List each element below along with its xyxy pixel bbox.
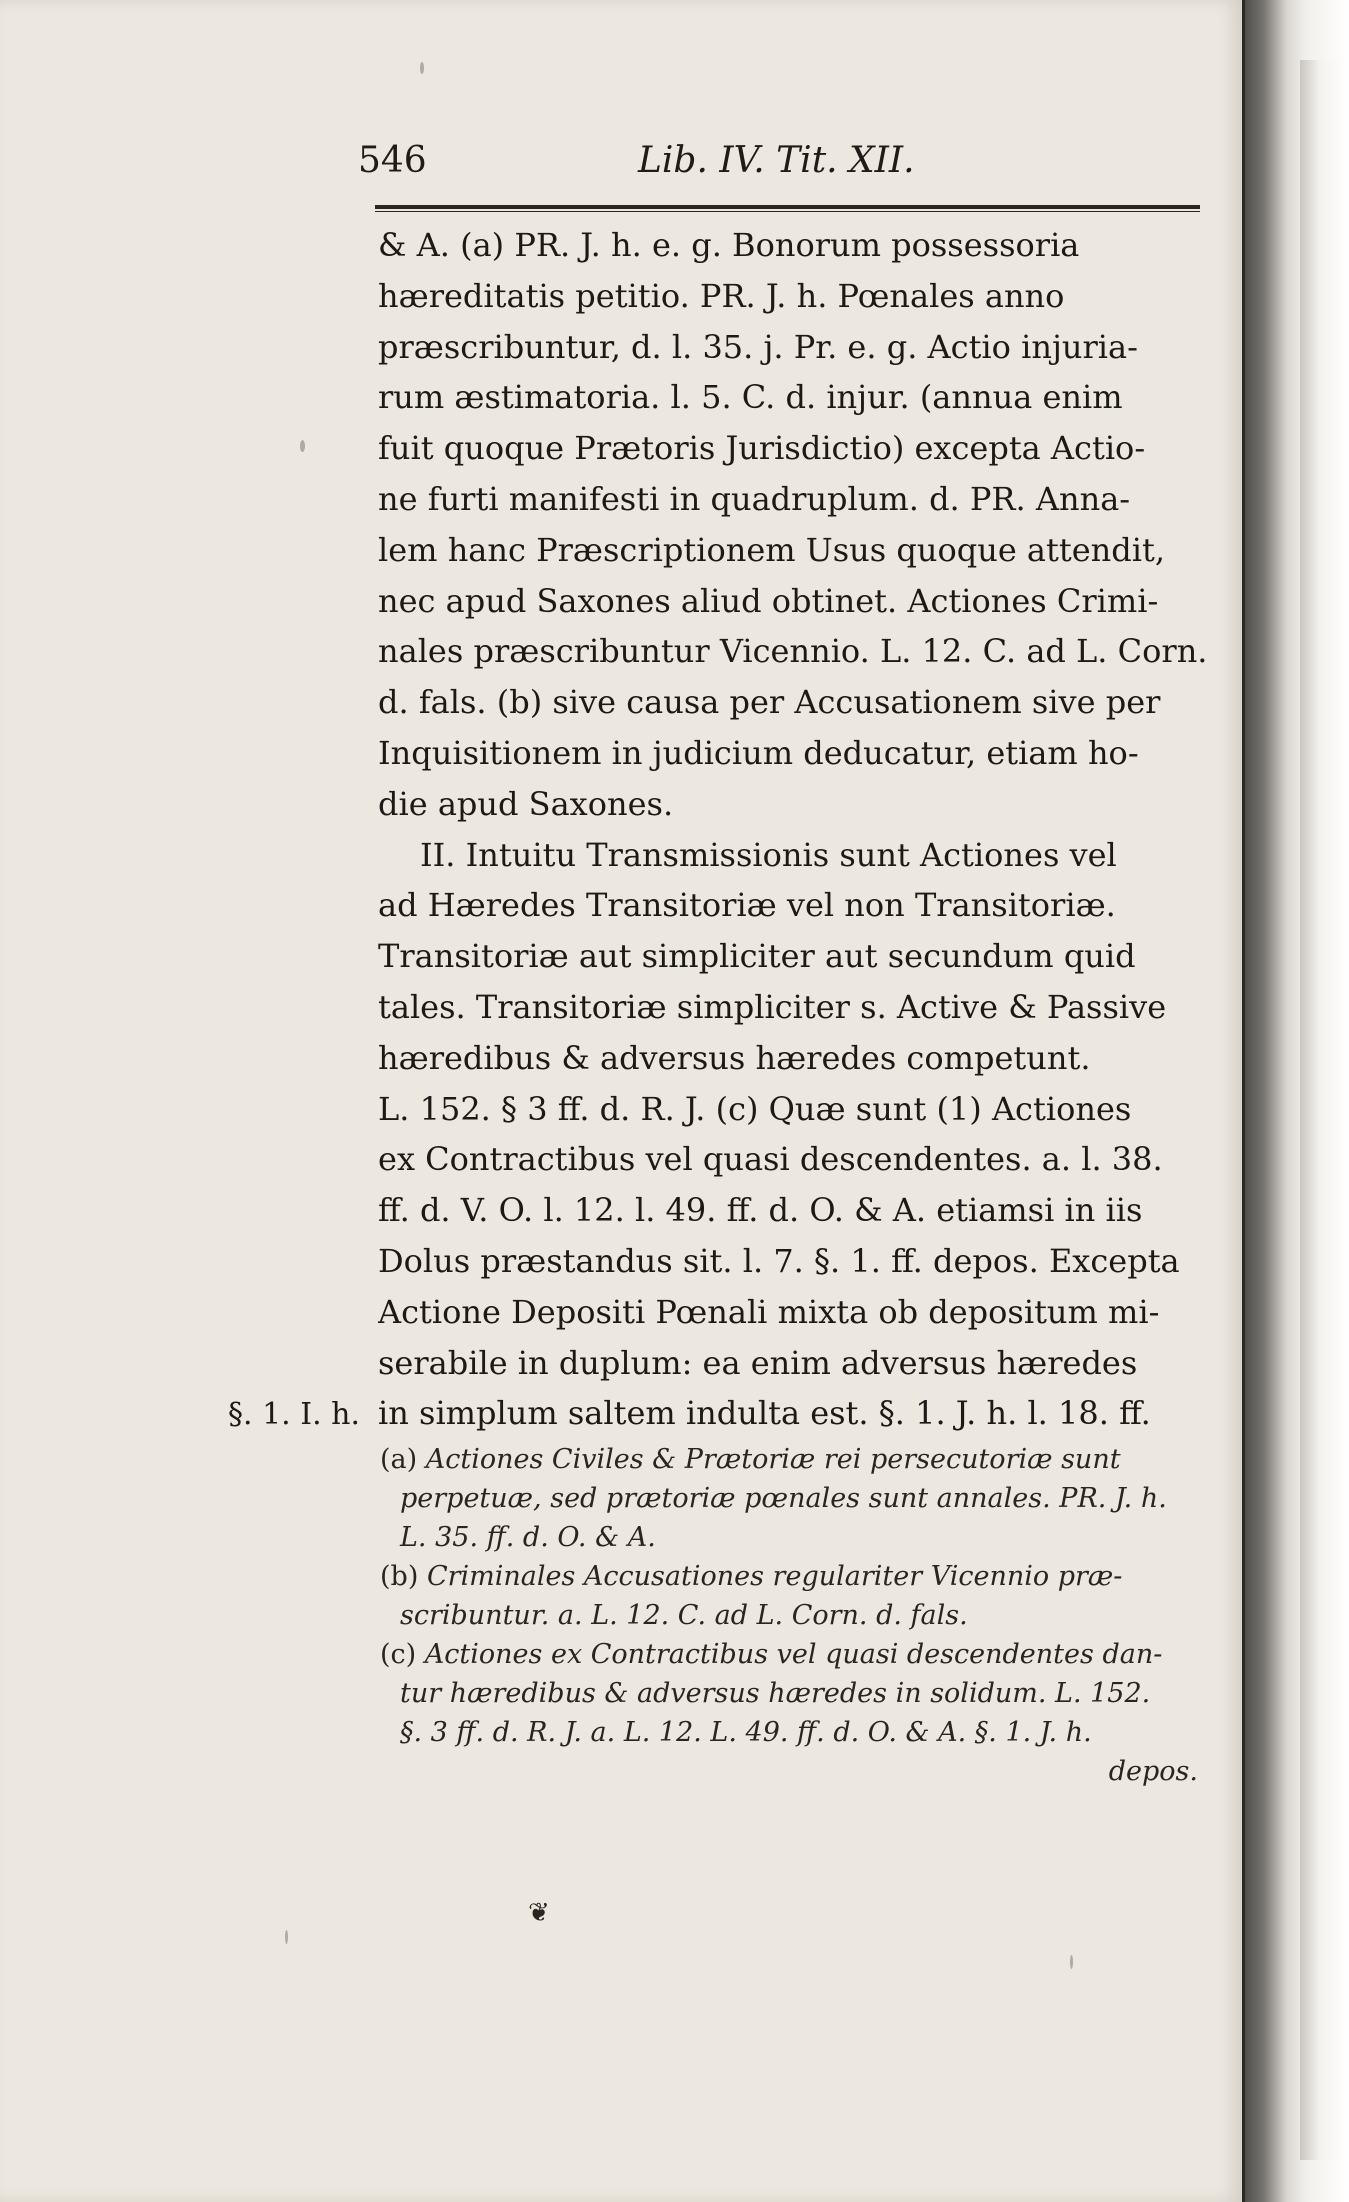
- page-number: 546: [358, 140, 427, 181]
- footnote-mark: (b): [380, 1561, 419, 1592]
- text-line: præscribuntur, d. l. 35. j. Pr. e. g. Actio injuria-: [378, 327, 1138, 366]
- facing-page-edge: [1300, 60, 1349, 2160]
- text-line: nec apud Saxones aliud obtinet. Actiones Crimi-: [378, 581, 1159, 620]
- text-line: L. 152. § 3 ff. d. R. J. (c) Quæ sunt (1) Actiones: [378, 1089, 1132, 1128]
- text-line: II. Intuitu Transmissionis sunt Actiones vel: [420, 835, 1117, 874]
- gutter-shadow-line: [1242, 0, 1245, 2202]
- page-ornament: ❦: [528, 1898, 550, 1928]
- text-line: ne furti manifesti in quadruplum. d. PR. Anna-: [378, 479, 1131, 518]
- footnote-line: tur hæredibus & adversus hæredes in solidum. L. 152.: [400, 1678, 1151, 1709]
- footnote-line: [380, 1635, 1210, 1674]
- footnote-mark: (c): [380, 1639, 417, 1670]
- footnote-line: scribuntur. a. L. 12. C. ad L. Corn. d. fals.: [400, 1600, 968, 1631]
- text-line: ex Contractibus vel quasi descendentes. a. l. 38.: [378, 1140, 1163, 1179]
- footnote-line: [380, 1440, 1210, 1479]
- text-line: tales. Transitoriæ simpliciter s. Active & Passive: [378, 987, 1167, 1026]
- footnote-line: [380, 1557, 1210, 1596]
- running-title: Lib. IV. Tit. XII.: [638, 140, 915, 181]
- text-line: Inquisitionem in judicium deducatur, etiam ho-: [378, 733, 1139, 772]
- page-header: [358, 140, 1200, 200]
- footnote-line: perpetuæ, sed prætoriæ pœnales sunt annales. PR. J. h.: [400, 1483, 1167, 1514]
- text-line: Dolus præstandus sit. l. 7. §. 1. ff. depos. Excepta: [378, 1241, 1180, 1280]
- text-line: ad Hæredes Transitoriæ vel non Transitoriæ.: [378, 886, 1116, 925]
- text-line: in simplum saltem indulta est. §. 1. J. h. l. 18. ff.: [378, 1394, 1151, 1433]
- text-line: lem hanc Præscriptionem Usus quoque attendit,: [378, 530, 1166, 569]
- footnote-mark: (a): [380, 1444, 418, 1475]
- header-rule: [375, 205, 1200, 212]
- paper-speck: [420, 62, 424, 74]
- text-line: d. fals. (b) sive causa per Accusationem sive per: [378, 683, 1161, 722]
- footnote-line: depos.: [1108, 1756, 1198, 1787]
- paper-speck: [300, 440, 305, 452]
- text-line: hæreditatis petitio. PR. J. h. Pœnales anno: [378, 276, 1065, 315]
- text-line: & A. (a) PR. J. h. e. g. Bonorum possessoria: [378, 226, 1080, 264]
- paper-speck: [1070, 1955, 1073, 1969]
- text-line: die apud Saxones.: [378, 784, 674, 823]
- text-line: serabile in duplum: ea enim adversus hæredes: [378, 1343, 1138, 1382]
- footnote-line: §. 3 ff. d. R. J. a. L. 12. L. 49. ff. d. O. & A. §. 1. J. h.: [400, 1717, 1092, 1748]
- margin-note: §. 1. I. h.: [228, 1397, 361, 1432]
- footnote-line: L. 35. ff. d. O. & A.: [400, 1522, 656, 1553]
- text-line: hæredibus & adversus hæredes competunt.: [378, 1038, 1091, 1077]
- text-line: Actione Depositi Pœnali mixta ob depositum mi-: [378, 1292, 1160, 1331]
- main-text: [378, 220, 1208, 1439]
- text-line: rum æstimatoria. l. 5. C. d. injur. (annua enim: [378, 378, 1123, 417]
- text-line: fuit quoque Prætoris Jurisdictio) excepta Actio-: [378, 429, 1146, 468]
- footnotes: [380, 1440, 1210, 1791]
- paper-speck: [285, 1930, 288, 1944]
- footnote-text: Actiones Civiles & Prætoriæ rei persecutoriæ sunt: [425, 1444, 1121, 1475]
- text-line: Transitoriæ aut simpliciter aut secundum quid: [378, 937, 1136, 976]
- footnote-text: Criminales Accusationes regulariter Vicennio præ-: [426, 1561, 1123, 1592]
- footnote-text: Actiones ex Contractibus vel quasi descendentes dan-: [424, 1639, 1163, 1670]
- text-line: nales præscribuntur Vicennio. L. 12. C. ad L. Corn.: [378, 632, 1208, 671]
- text-line: ff. d. V. O. l. 12. l. 49. ff. d. O. & A. etiamsi in iis: [378, 1191, 1143, 1230]
